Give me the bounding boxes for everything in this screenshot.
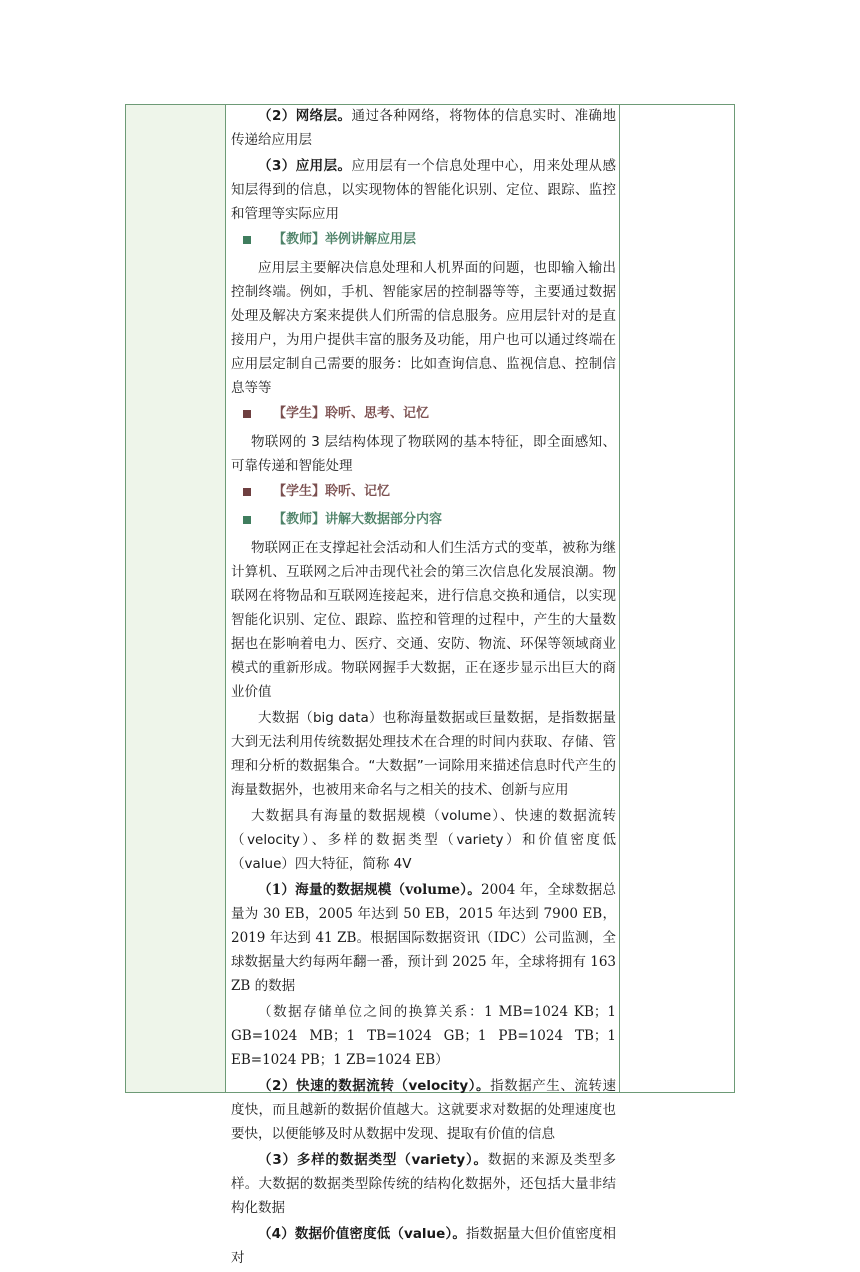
right-column-cell — [619, 105, 734, 1092]
paragraph-big-data-definition: 大数据（big data）也称海量数据或巨量数据，是指数据量大到无法利用传统数据处理技术在合理的时间内获取、存储、管理和分析的数据集合。“大数据”一词除用来描述信息时代产生的海量数据外，也被用来命名与之相关的技术、创新与应用 — [231, 710, 616, 798]
paragraph-4v: 大数据具有海量的数据规模（volume）、快速的数据流转（velocity）、多样的数据类型（variety）和价值密度低（value）四大特征，简称 4V — [231, 808, 616, 872]
paragraph-network-layer: （2）网络层。通过各种网络，将物体的信息实时、准确地传递给应用层 — [231, 108, 616, 148]
student-heading-listen: 【学生】聆听、记忆 — [231, 480, 616, 504]
teacher-heading-big-data: 【教师】讲解大数据部分内容 — [231, 508, 616, 532]
paragraph-variety: （3）多样的数据类型（variety）。数据的来源及类型多样。大数据的数据类型除传统的结构化数据外，还包括大量非结构化数据 — [231, 1152, 617, 1216]
paragraph-velocity: （2）快速的数据流转（velocity）。指数据产生、流转速度快，而且越新的数据价值越大。这就要求对数据的处理速度也要快，以便能够及时从数据中发现、提取有价值的信息 — [231, 1078, 616, 1142]
lesson-content — [231, 104, 616, 1272]
paragraph-volume: （1）海量的数据规模（volume）。2004 年，全球数据总量为 30 EB，2005 年达到 50 EB，2015 年达到 7900 EB，2019 年达到 41 ZB。根据国际数据资讯（IDC）公司监测，全球数据量大约每两年翻一番，预计到 2025 年，全球将拥有 163 ZB 的数据 — [231, 882, 616, 994]
student-heading-listen-think: 【学生】聆听、思考、记忆 — [231, 402, 616, 426]
paragraph-iot-big-data: 物联网正在支撑起社会活动和人们生活方式的变革，被称为继计算机、互联网之后冲击现代社会的第三次信息化发展浪潮。物联网在将物品和互联网连接起来，进行信息交换和通信，以实现智能化识别、定位、跟踪、监控和管理的过程中，产生的大量数据也在影响着电力、医疗、交通、安防、物流、环保等领域商业模式的重新形成。物联网握手大数据，正在逐步显示出巨大的商业价值 — [231, 540, 616, 700]
paragraph-value: （4）数据价值密度低（value）。指数据量大但价值密度相对 — [231, 1226, 617, 1266]
paragraph-application-layer: （3）应用层。应用层有一个信息处理中心，用来处理从感知层得到的信息，以实现物体的智能化识别、定位、跟踪、监控和管理等实际应用 — [231, 158, 616, 222]
teacher-heading-application: 【教师】举例讲解应用层 — [231, 228, 616, 252]
paragraph-iot-features: 物联网的 3 层结构体现了物联网的基本特征，即全面感知、可靠传递和智能处理 — [231, 434, 616, 474]
square-bullet-icon — [243, 236, 251, 244]
square-bullet-icon — [243, 516, 251, 524]
paragraph-unit-conversion: （数据存储单位之间的换算关系：1 MB=1024 KB；1 GB=1024 MB；1 TB=1024 GB；1 PB=1024 TB；1 EB=1024 PB；1 ZB=1024 EB） — [231, 1004, 616, 1068]
square-bullet-icon — [243, 488, 251, 496]
left-column-cell — [126, 105, 226, 1092]
paragraph-application-detail: 应用层主要解决信息处理和人机界面的问题，也即输入输出控制终端。例如，手机、智能家居的控制器等等，主要通过数据处理及解决方案来提供人们所需的信息服务。应用层针对的是直接用户，为用户提供丰富的服务及功能，用户也可以通过终端在应用层定制自己需要的服务：比如查询信息、监视信息、控制信息等等 — [231, 260, 616, 396]
square-bullet-icon — [243, 410, 251, 418]
